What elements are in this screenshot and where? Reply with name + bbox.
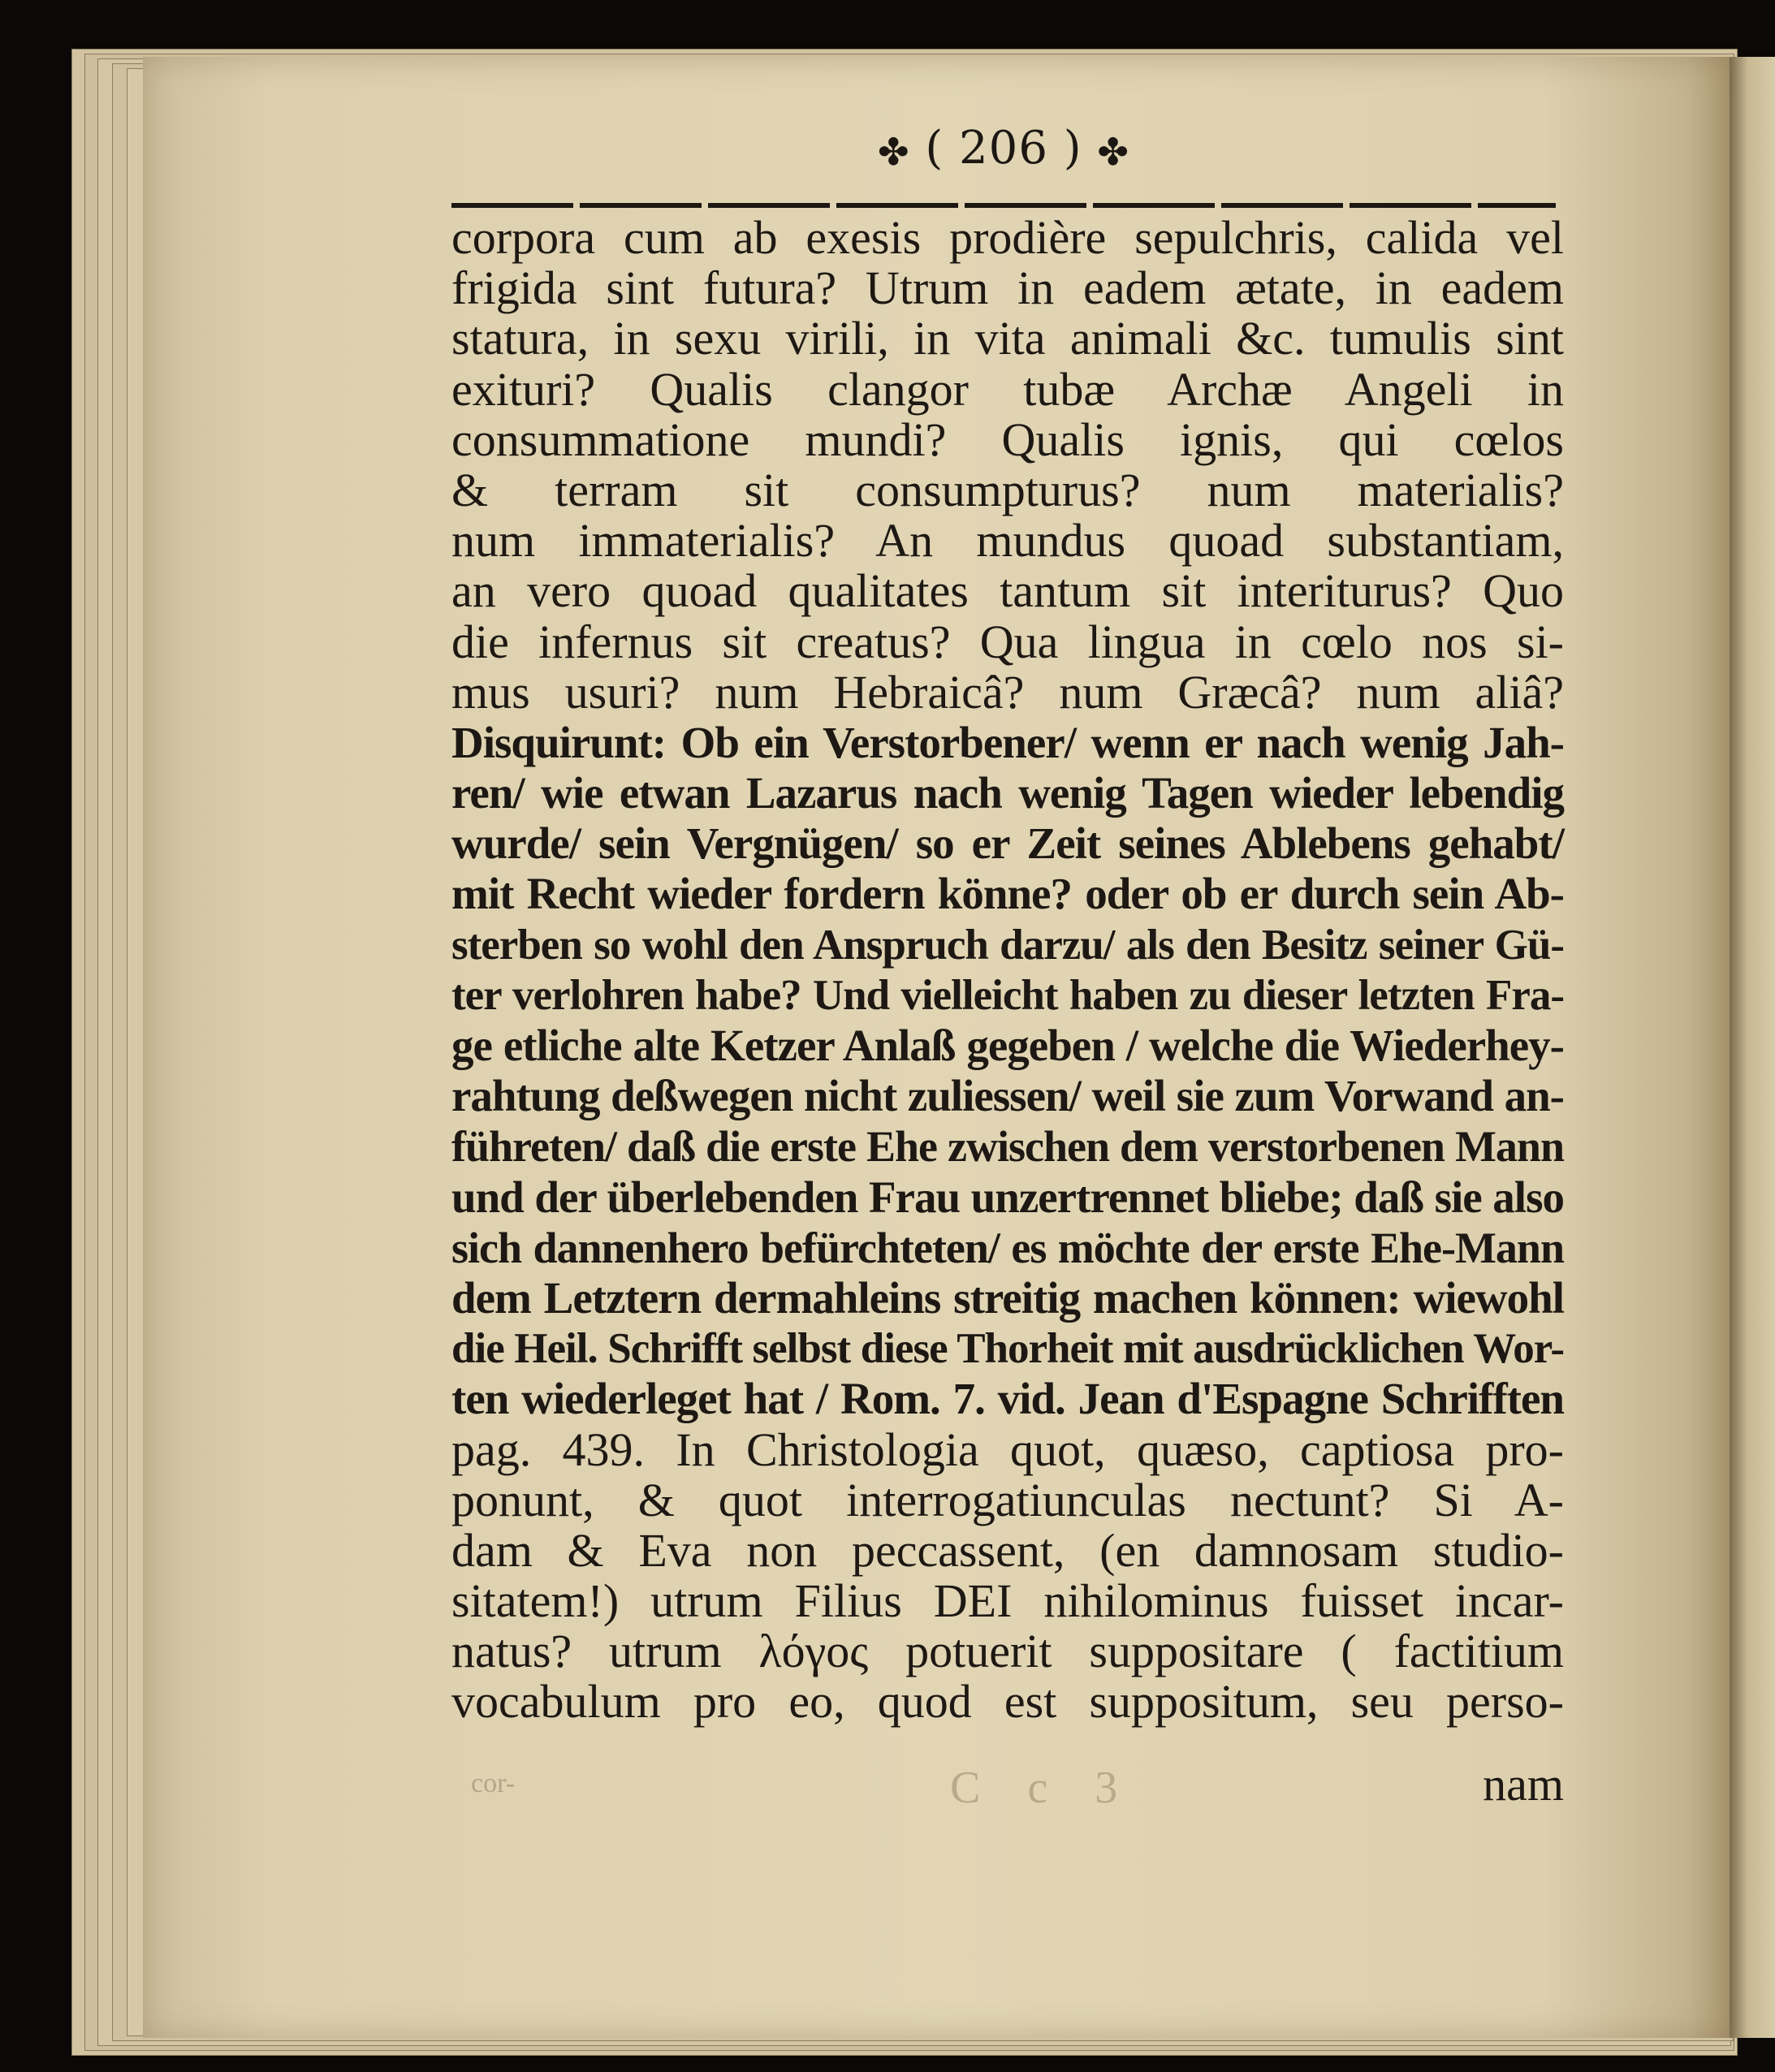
- page-number: ( 206 ): [925, 122, 1082, 175]
- text-line: natus? utrum λόγος potuerit suppositare ( factitium: [451, 1625, 1564, 1678]
- ornament-right-icon: ✤: [1097, 129, 1129, 174]
- text-line: sitatem!) utrum Filius DEI nihilominus fuisset incar-: [451, 1574, 1564, 1628]
- text-line: ren/ wie etwan Lazarus nach wenig Tagen wieder lebendig: [451, 768, 1564, 818]
- text-line: mit Recht wieder fordern könne? oder ob er durch sein Ab-: [451, 869, 1564, 919]
- text-line: exituri? Qualis clangor tubæ Archæ Angeli in: [451, 362, 1564, 416]
- text-line: dem Letztern dermahleins streitig machen können: wiewohl: [451, 1272, 1564, 1323]
- text-line: frigida sint futura? Utrum in eadem ætate, in eadem: [451, 261, 1564, 315]
- page-header: [451, 122, 1556, 175]
- text-line: ten wiederleget hat / Rom. 7. vid. Jean d'Espagne Schrifften: [451, 1374, 1564, 1424]
- signature-mark: C c 3: [950, 1763, 1136, 1813]
- text-line: corpora cum ab exesis prodière sepulchris, calida vel: [451, 211, 1564, 264]
- text-line: ge etliche alte Ketzer Anlaß gegeben / welche die Wiederhey-: [451, 1021, 1564, 1070]
- text-line: führeten/ daß die erste Ehe zwischen dem verstorbenen Mann: [451, 1122, 1564, 1172]
- ornament-left-icon: ✤: [878, 129, 910, 174]
- text-line: an vero quoad qualitates tantum sit interiturus? Quo: [451, 564, 1564, 618]
- text-line: die infernus sit creatus? Qua lingua in cœlo nos si-: [451, 615, 1564, 668]
- text-line: ter verlohren habe? Und vielleicht haben zu dieser letzten Fra-: [451, 971, 1564, 1019]
- text-line: mus usuri? num Hebraicâ? num Græcâ? num aliâ?: [451, 665, 1564, 719]
- catchword: nam: [1483, 1758, 1564, 1811]
- body-text: [451, 213, 1564, 1728]
- text-line: sterben so wohl den Anspruch darzu/ als den Besitz seiner Gü-: [451, 921, 1564, 969]
- facing-page-edge: [1730, 57, 1775, 2038]
- text-line: statura, in sexu virili, in vita animali &c. tumulis sint: [451, 312, 1564, 365]
- text-line: pag. 439. In Christologia quot, quæso, captiosa pro-: [451, 1422, 1564, 1476]
- text-line: wurde/ sein Vergnügen/ so er Zeit seines Ablebens gehabt/: [451, 818, 1564, 869]
- text-line: vocabulum pro eo, quod est suppositum, seu perso-: [451, 1675, 1564, 1729]
- text-line: sich dannenhero befürchteten/ es möchte der erste Ehe-Mann: [451, 1223, 1564, 1272]
- pencil-note: cor-: [471, 1768, 516, 1798]
- header-rule: [451, 203, 1556, 208]
- text-line: & terram sit consumpturus? num materialis?: [451, 463, 1564, 516]
- text-line: rahtung deßwegen nicht zuliessen/ weil sie zum Vorwand an-: [451, 1071, 1564, 1121]
- text-line: Disquirunt: Ob ein Verstorbener/ wenn er nach wenig Jah-: [451, 717, 1564, 767]
- text-line: consummatione mundi? Qualis ignis, qui cœlos: [451, 412, 1564, 466]
- text-line: dam & Eva non peccassent, (en damnosam studio-: [451, 1523, 1564, 1577]
- text-line: ponunt, & quot interrogatiunculas nectunt? Si A-: [451, 1473, 1564, 1526]
- text-line: und der überlebenden Frau unzertrennet bliebe; daß sie also: [451, 1172, 1564, 1222]
- text-line: num immaterialis? An mundus quoad substantiam,: [451, 514, 1564, 568]
- text-line: die Heil. Schrifft selbst diese Thorheit mit ausdrücklichen Wor-: [451, 1325, 1564, 1373]
